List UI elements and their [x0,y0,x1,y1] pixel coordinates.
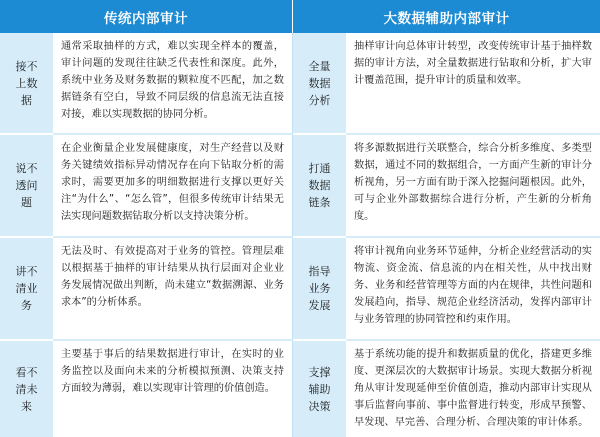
row-label-right [293,238,346,341]
row-label-right [293,341,346,437]
row-text-right: 将审计视角向业务环节延伸，分析企业经营活动的实物流、资金流、信息流的内在相关性，从中找出财务、业务和经营管理等方面的内在规律，共性问题和发展趋向，指导、规范企业经济活动，发挥内部审计与业务管理的协同管控和约束作用。 [346,238,600,341]
row-label-left [0,33,53,135]
row-label-text: 说不透问题 [15,162,38,209]
row-label-text: 接不上数据 [15,59,38,107]
row-text-right: 将多源数据进行关联整合，综合分析多维度、多类型数据，通过不同的数据组合，一方面产生新的审计分析视角，另一方面有助于深入挖掘问题根因。此外，可与企业外部数据综合进行分析，产生新的分析角度。 [346,135,600,238]
row-label-text: 讲不清业务 [15,265,38,312]
row-label-left [0,238,53,341]
row-label-text: 看不清未来 [15,365,38,413]
row-label-left [0,135,53,238]
row-text-left: 在企业衡量企业发展健康度，对生产经营以及财务关键绩效指标异动情况存在向下钻取分析的需求时，需要更加多的明细数据进行支撑以更好关注“为什么”、“怎么管”，但很多传统审计结果无法实现问题数据钻取分析以支持决策分析。 [53,135,293,238]
row-text-left: 无法及时、有效提高对于业务的管控。管理层难以根据基于抽样的审计结果从执行层面对企业业务发展情况做出判断，尚未建立“数据溯源、业务求本”的分析体系。 [53,238,293,341]
header-traditional-audit: 传统内部审计 [0,0,293,33]
row-text-right: 基于系统功能的提升和数据质量的优化，搭建更多维度、更深层次的大数据审计场景。实现大数据分析视角从审计发现延伸至价值创造，推动内部审计实现从事后监督向事前、事中监督进行转变，形成早预警、早发现、早完善、合理分析、合理决策的审计体系。 [346,341,600,437]
row-label-text: 指导业务发展 [308,265,331,312]
row-text-left: 通常采取抽样的方式，难以实现全样本的覆盖，审计问题的发现往往缺乏代表性和深度。此外，系统中业务及财务数据的颗粒度不匹配，加之数据链条有空白，导致不同层级的信息流无法直接对接，难以实现数据的协同分析。 [53,33,293,135]
row-label-left [0,341,53,437]
row-label-text: 打通数据链条 [308,162,331,209]
row-text-left: 主要基于事后的结果数据进行审计，在实时的业务监控以及面向未来的分析模拟预测、决策支持方面较为薄弱，难以实现审计管理的价值创造。 [53,341,293,437]
row-label-text: 全量数据分析 [308,59,331,107]
row-label-right [293,33,346,135]
header-bigdata-audit: 大数据辅助内部审计 [293,0,600,33]
row-label-text: 支撑辅助决策 [308,365,331,413]
row-text-right: 抽样审计向总体审计转型，改变传统审计基于抽样数据的审计方法，对全量数据进行钻取和分析，扩大审计覆盖范围，提升审计的质量和效率。 [346,33,600,135]
row-label-right [293,135,346,238]
